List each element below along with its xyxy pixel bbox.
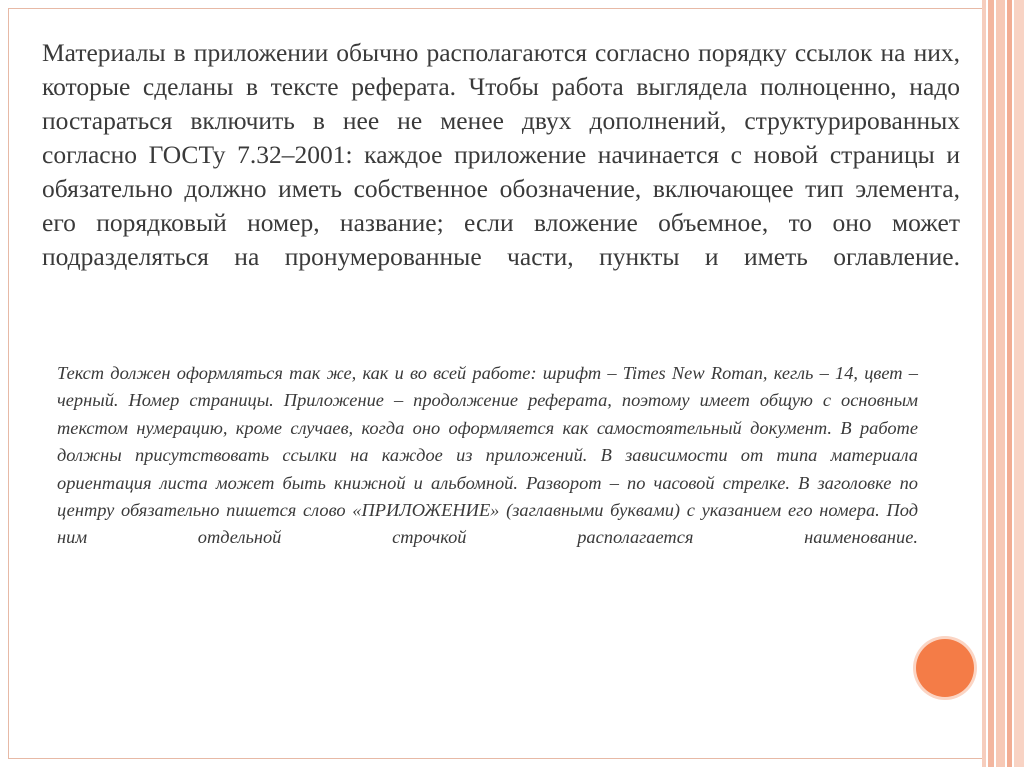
note-paragraph: Текст должен оформляться так же, как и во всей работе: шрифт – Times New Roman, кегль – 14, цвет – черный. Номер страницы. Приложение – продолжение реферата, поэтому имеет общую с основным текстом нумерацию, кроме случаев, когда оно оформляется как самостоятельный документ. В работе должны присутствовать ссылки на каждое из приложений. В зависимости от типа материала ориентация листа может быть книжной и альбомной. Разворот – по часовой стрелке. В заголовке по центру обязательно пишется слово «ПРИЛОЖЕНИЕ» (заглавными буквами) с указанием его номера. Под ним отдельной строчкой располагается наименование. [57,363,918,548]
stripe [996,0,1005,767]
decorative-circle-icon [916,639,974,697]
stripe [1014,0,1024,767]
decorative-stripes [982,0,1024,767]
main-paragraph: Материалы в приложении обычно располагаются согласно порядку ссылок на них, которые сделаны в тексте реферата. Чтобы работа выглядела полноценно, надо постараться включить в нее не менее двух дополнений, структурированных согласно ГОСТу 7.32–2001: каждое приложение начинается с новой страницы и обязательно должно иметь собственное обозначение, включающее тип элемента, его порядковый номер, название; если вложение объемное, то оно может подразделяться на пронумерованные части, пункты и иметь оглавление. [42,38,960,271]
